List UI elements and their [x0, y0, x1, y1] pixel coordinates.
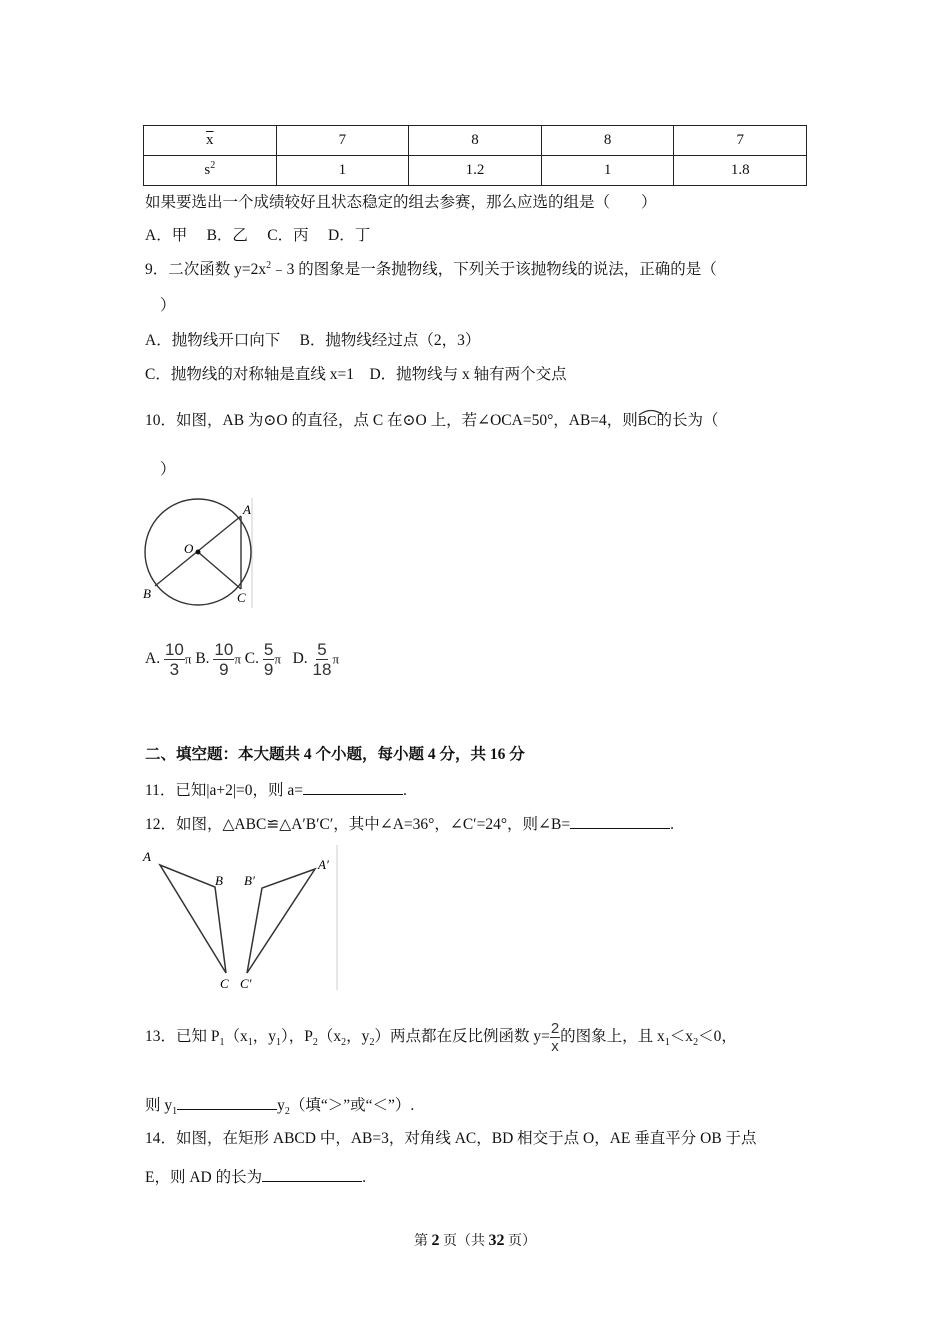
footer-text: 页（共 [439, 1234, 489, 1249]
q10-stem [145, 411, 719, 432]
subscript: 1 [276, 1037, 282, 1049]
option-a-label: A. [145, 650, 161, 668]
q13-text: ，y [346, 1028, 370, 1046]
denominator: 9 [219, 660, 229, 679]
option-b-fraction [213, 640, 234, 679]
answer-blank [177, 1095, 277, 1110]
q8-options: A．甲 B．乙 C．丙 D．丁 [145, 227, 371, 244]
q13-text: （x [224, 1028, 248, 1046]
q14-text: E，则 AD 的长为 [145, 1169, 263, 1186]
pi-symbol: π [184, 651, 192, 667]
superscript: 2 [210, 160, 216, 171]
table-cell: 1.2 [409, 156, 542, 186]
subscript: 1 [664, 1037, 670, 1049]
pi-symbol: π [274, 651, 281, 667]
table-cell: 8 [409, 126, 542, 156]
q13-text: 13．已知 P [145, 1028, 220, 1046]
label-c-prime: C′ [240, 976, 252, 991]
arc-symbol-icon [638, 408, 664, 416]
q9-options-cd: C．抛物线的对称轴是直线 x=1 D．抛物线与 x 轴有两个交点 [145, 366, 567, 383]
option-d-fraction [312, 640, 333, 679]
label-o: O [184, 541, 194, 556]
denominator: 18 [312, 660, 332, 679]
q12-triangles-figure [140, 845, 345, 993]
denominator: x [551, 1038, 559, 1055]
q13-text: y [277, 1097, 285, 1114]
option-b-label: B. [195, 650, 210, 668]
pi-symbol: π [332, 651, 340, 667]
period: . [403, 782, 407, 799]
q10-options [145, 640, 339, 679]
table-cell-label [144, 156, 277, 186]
q13-text: （填“＞”或“＜”）. [289, 1097, 415, 1114]
radius-oc [198, 552, 241, 589]
q13-line1 [145, 1020, 737, 1055]
q13-text: 的图象上，且 x [560, 1028, 665, 1046]
inverse-function-fraction [550, 1020, 560, 1055]
period: . [362, 1169, 366, 1186]
label-c: C [237, 590, 246, 605]
label-b: B [143, 586, 151, 601]
option-a-fraction [164, 640, 185, 679]
numerator: 10 [164, 640, 184, 659]
q12 [145, 814, 674, 835]
subscript: 2 [284, 1106, 290, 1118]
subscript: 1 [172, 1106, 178, 1118]
subscript: 2 [369, 1037, 375, 1049]
triangle-a2b2c2 [247, 869, 315, 973]
footer-text: 第 [414, 1234, 432, 1249]
superscript: 2 [266, 259, 272, 271]
page-total: 32 [488, 1232, 505, 1249]
option-c-label: C. [244, 650, 260, 668]
q9-close: ） [160, 297, 176, 314]
q10-stem-text: 的长为（ [656, 412, 719, 429]
q13-text: ），P [281, 1028, 313, 1046]
q9-stem-text: 9．二次函数 y=2x [145, 261, 267, 278]
subscript: 2 [693, 1037, 699, 1049]
answer-blank [262, 1167, 362, 1182]
center-point [196, 550, 201, 555]
q9-stem [145, 260, 717, 280]
q10-close: ） [160, 461, 176, 478]
q9-stem-text: ﹣3 的图象是一条抛物线，下列关于该抛物线的说法，正确的是（ [271, 261, 717, 278]
denominator: 3 [169, 660, 180, 679]
q11 [145, 780, 407, 801]
footer-text: 页） [504, 1234, 536, 1249]
q14-line1: 14．如图，在矩形 ABCD 中，AB=3，对角线 AC，BD 相交于点 O，AE 垂直平分 OB 于点 [145, 1130, 757, 1147]
q13-text: ＜0， [698, 1028, 737, 1046]
period: . [670, 816, 674, 833]
q13-text: ，y [252, 1028, 277, 1046]
stats-table [143, 125, 807, 186]
subscript: 1 [247, 1037, 253, 1049]
q13-line2 [145, 1095, 414, 1116]
table-cell: 1 [276, 156, 409, 186]
subscript: 1 [219, 1037, 225, 1049]
subscript: 2 [341, 1037, 347, 1049]
table-cell: 7 [276, 126, 409, 156]
label-b: B [215, 873, 223, 888]
subscript: 2 [312, 1037, 318, 1049]
table-row [144, 126, 807, 156]
q11-text: 11．已知|a+2|=0，则 a= [145, 782, 303, 799]
q13-text: ＜x [669, 1028, 694, 1046]
q12-text: 12．如图，△ABC≌△A′B′C′，其中∠A=36°，∠C′=24°，则∠B= [145, 816, 571, 833]
option-d-label: D. [292, 650, 308, 668]
section-heading: 二、填空题：本大题共 4 个小题，每小题 4 分，共 16 分 [145, 746, 525, 763]
label-c: C [220, 976, 229, 991]
numerator: 2 [550, 1020, 560, 1037]
numerator: 5 [263, 640, 274, 659]
q13-text: （x [317, 1028, 342, 1046]
option-c-fraction [263, 640, 274, 679]
variance-symbol: s [204, 162, 211, 178]
q10-circle-figure [140, 498, 260, 610]
label-a: A [243, 502, 251, 517]
label-a-prime: A′ [318, 857, 329, 872]
page-number: 2 [431, 1232, 440, 1249]
table-cell-label [144, 126, 277, 156]
mean-symbol: $\overline{x}$ [206, 132, 214, 148]
pi-symbol: π [234, 651, 241, 667]
table-cell: 8 [541, 126, 674, 156]
numerator: 10 [214, 640, 234, 659]
label-a: A [143, 849, 151, 864]
q9-options-ab: A．抛物线开口向下 B．抛物线经过点（2，3） [145, 332, 481, 349]
q8-stem: 如果要选出一个成绩较好且状态稳定的组去参赛，那么应选的组是（ ） [145, 194, 657, 211]
answer-blank [303, 780, 403, 795]
table-cell: 7 [674, 126, 807, 156]
arc-bc [638, 412, 657, 432]
answer-blank [570, 814, 670, 829]
table-row [144, 156, 807, 186]
arc-label: BC [637, 414, 657, 429]
q14-line2 [145, 1167, 366, 1188]
page-footer [0, 1230, 950, 1250]
q10-stem-text: 10．如图，AB 为⊙O 的直径，点 C 在⊙O 上，若∠OCA=50°，AB=4，则 [145, 412, 638, 429]
q13-text: ）两点都在反比例函数 y= [374, 1028, 550, 1046]
denominator: 9 [263, 660, 274, 679]
table-cell: 1.8 [674, 156, 807, 186]
label-b-prime: B′ [244, 873, 255, 888]
q13-text: 则 y [145, 1097, 173, 1114]
numerator: 5 [317, 640, 327, 659]
table-cell: 1 [541, 156, 674, 186]
